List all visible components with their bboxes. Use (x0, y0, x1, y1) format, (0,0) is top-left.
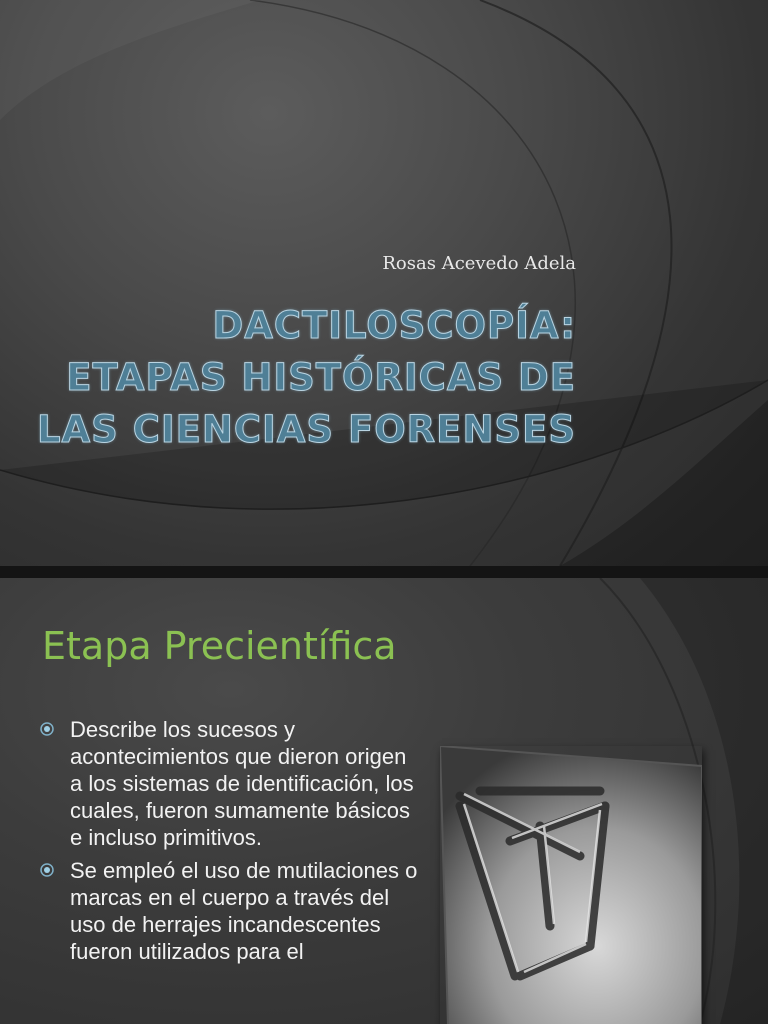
bullet-list (40, 716, 420, 971)
title-line-2: ETAPAS HISTÓRICAS DE (66, 356, 576, 399)
slide-heading: Etapa Precientífica (42, 624, 397, 668)
bullet-text: Se empleó el uso de mutilaciones o marcas en el cuerpo a través del uso de herrajes incandescentes fueron utilizados para el (70, 858, 418, 964)
author-name: Rosas Acevedo Adela (382, 253, 576, 274)
bullet-text: Describe los sucesos y acontecimientos que dieron origen a los sistemas de identificación, los cuales, fueron sumamente básicos e incluso primitivos. (70, 717, 414, 850)
list-item (40, 716, 420, 851)
circle-bullet-icon (40, 722, 54, 736)
list-item (40, 857, 420, 965)
branding-iron-photo (440, 746, 702, 1024)
presentation-title (0, 300, 576, 456)
title-line-1: DACTILOSCOPÍA: (212, 304, 576, 347)
slide-separator (0, 566, 768, 578)
title-line-3: LAS CIENCIAS FORENSES (36, 408, 576, 451)
content-slide (0, 578, 768, 1024)
circle-bullet-icon (40, 863, 54, 877)
